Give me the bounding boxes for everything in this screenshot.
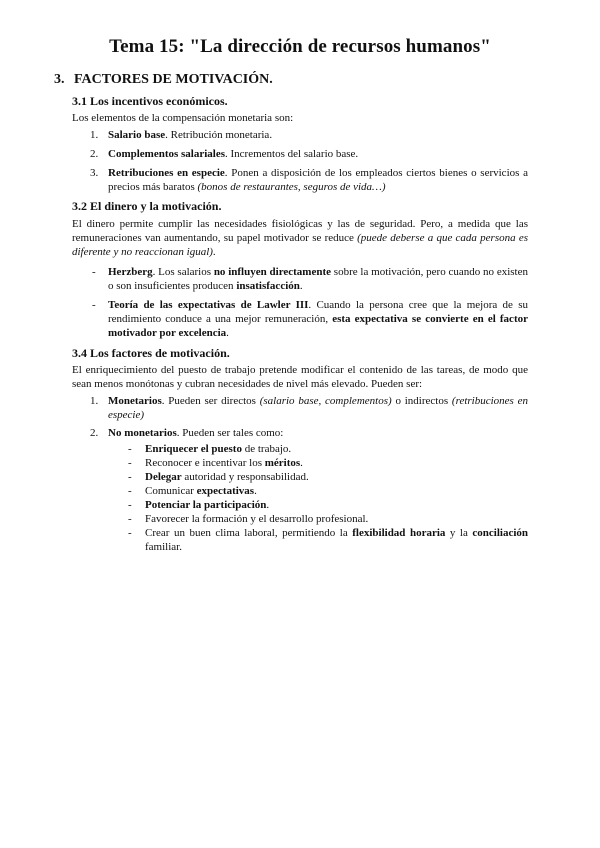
list-item-italic: (bonos de restaurantes, seguros de vida…) xyxy=(197,181,386,193)
sub-item-text: de trabajo. xyxy=(241,443,292,455)
sub-item xyxy=(145,498,528,512)
list-item-text: . Retribución monetaria. xyxy=(165,129,273,141)
bullet-text: . xyxy=(226,327,229,339)
list-item-bold: No monetarios xyxy=(108,427,177,439)
list-item-no-monetarios xyxy=(108,426,528,440)
sub-item-text: Crear un buen clima laboral, permitiendo la xyxy=(145,527,353,539)
paragraph-3-4-intro: El enriquecimiento del puesto de trabajo pretende modificar el contenido de las tareas, de modo que sean menos monótonas y cubran necesidades de nivel más elevado. Pueden ser: xyxy=(72,364,528,390)
sub-item-bold: flexibilidad horaria xyxy=(352,527,446,539)
list-item-bold: Complementos salariales xyxy=(108,148,226,160)
list-item-bold: Monetarios xyxy=(108,395,162,407)
list-item xyxy=(108,128,528,142)
bullet-lawler xyxy=(108,298,528,340)
paragraph-3-1-intro: Los elementos de la compensación monetaria son: xyxy=(72,112,294,124)
section-title: FACTORES DE MOTIVACIÓN. xyxy=(74,72,273,87)
paragraph-end: . xyxy=(212,246,216,258)
bullet-text: . Cuando la persona cree que la mejora de su rendimiento conduce a una mejor remuneración, xyxy=(108,299,528,325)
sub-item-bold: Delegar xyxy=(145,471,182,483)
sub-item-text: y la xyxy=(445,527,473,539)
dash-bullet: - xyxy=(128,485,132,497)
list-item xyxy=(108,147,528,161)
dash-bullet: - xyxy=(128,527,132,539)
paragraph-text: El dinero permite cumplir las necesidades fisiológicas y las de seguridad. Pero, a medida que las remuneraciones van aumentando, su papel motivador se reduce xyxy=(72,218,528,244)
dash-bullet: - xyxy=(128,457,132,469)
sub-item xyxy=(145,456,528,470)
page-title: Tema 15: "La dirección de recursos humanos" xyxy=(109,36,491,57)
section-number: 3. xyxy=(54,72,65,87)
list-number: 3. xyxy=(90,167,99,179)
dash-bullet: - xyxy=(92,299,96,311)
bullet-text: . Los salarios xyxy=(152,266,214,278)
list-item-text: o indirectos xyxy=(391,395,452,407)
list-item-bold: Retribuciones en especie xyxy=(108,167,225,179)
list-number: 1. xyxy=(90,395,99,407)
sub-item-text: Reconocer e incentivar los xyxy=(145,457,265,469)
list-item xyxy=(108,166,528,194)
dash-bullet: - xyxy=(92,266,96,278)
subsection-heading-3-2: 3.2 El dinero y la motivación. xyxy=(72,199,222,213)
sub-item-text: Favorecer la formación y el desarrollo profesional. xyxy=(145,513,369,525)
dash-bullet: - xyxy=(128,443,132,455)
sub-item xyxy=(145,526,528,554)
sub-item-text: Comunicar xyxy=(145,485,197,497)
dash-bullet: - xyxy=(128,499,132,511)
sub-item xyxy=(145,470,528,484)
sub-item-text: . xyxy=(300,457,303,469)
section-heading xyxy=(54,72,273,88)
sub-item-bold: conciliación xyxy=(472,527,528,539)
paragraph-3-2 xyxy=(72,217,528,259)
list-item-italic: (retribuciones en especie) xyxy=(108,395,529,421)
list-item-text: . Pueden ser tales como: xyxy=(176,427,284,439)
bullet-bold: insatisfacción xyxy=(236,280,300,292)
dash-bullet: - xyxy=(128,471,132,483)
list-number: 2. xyxy=(90,148,99,160)
sub-item-text: . xyxy=(254,485,257,497)
sub-item xyxy=(145,484,528,498)
bullet-herzberg xyxy=(108,265,528,293)
bullet-bold: no influyen directamente xyxy=(213,266,332,278)
sub-item-bold: Potenciar la participación xyxy=(145,499,267,511)
sub-item-text: autoridad y responsabilidad. xyxy=(181,471,309,483)
list-item-text: . Pueden ser directos xyxy=(161,395,260,407)
list-number: 2. xyxy=(90,427,99,439)
list-item-text: . Ponen a disposición de los empleados ciertos bienes o servicios a precios más baratos xyxy=(108,167,528,193)
paragraph-italic: (puede deberse a que cada persona es diferente y no reaccionan igual) xyxy=(72,232,528,258)
dash-bullet: - xyxy=(128,513,132,525)
bullet-text: sobre la motivación, pero cuando no existen o son insuficientes producen xyxy=(108,266,528,292)
list-number: 1. xyxy=(90,129,99,141)
sub-item xyxy=(145,442,528,456)
bullet-bold: Herzberg xyxy=(108,266,153,278)
sub-item-bold: Enriquecer el puesto xyxy=(145,443,242,455)
sub-item-bold: expectativas xyxy=(196,485,255,497)
sub-item-text: familiar. xyxy=(145,541,182,553)
bullet-bold: Teoría de las expectativas de Lawler III xyxy=(108,299,309,311)
list-item-monetarios xyxy=(108,394,528,422)
list-item-italic: (salario base, complementos) xyxy=(259,395,392,407)
sub-item-text: . xyxy=(266,499,270,511)
list-item-text: . Incrementos del salario base. xyxy=(225,148,359,160)
list-item-bold: Salario base xyxy=(108,129,166,141)
subsection-heading-3-1: 3.1 Los incentivos económicos. xyxy=(72,94,228,108)
bullet-bold: esta expectativa se convierte en el factor motivador por excelencia xyxy=(108,313,528,339)
sub-item-bold: méritos xyxy=(264,457,301,469)
sub-item xyxy=(145,512,528,526)
bullet-text: . xyxy=(299,280,303,292)
subsection-heading-3-4: 3.4 Los factores de motivación. xyxy=(72,346,230,360)
